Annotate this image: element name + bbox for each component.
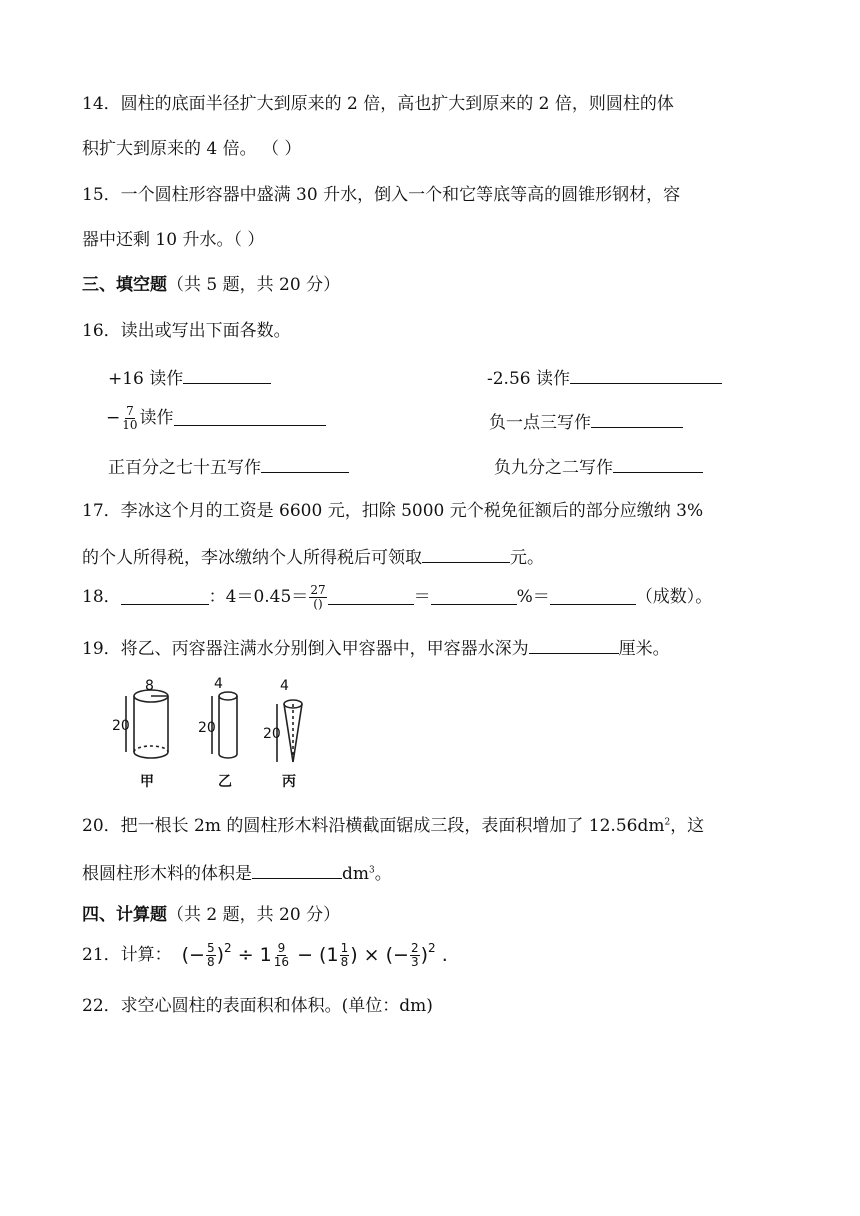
q18-ratio: ：4＝0.45＝ bbox=[208, 586, 309, 607]
q14-line2: 积扩大到原来的 4 倍。 （ ） bbox=[82, 139, 302, 159]
q20-line1-text: 20．把一根长 2m 的圆柱形木料沿横截面锯成三段，表面积增加了 12.56dm bbox=[82, 816, 665, 836]
q16-item-c bbox=[106, 405, 326, 431]
q21-exponent-2: 2 bbox=[428, 941, 436, 955]
q21-exponent-1: 2 bbox=[224, 941, 232, 955]
q16-item-a bbox=[108, 369, 271, 388]
fraction-denominator: 10 bbox=[122, 417, 138, 432]
q21-op-1: ÷ 1 bbox=[231, 943, 272, 966]
q18-blank-1[interactable] bbox=[121, 590, 209, 605]
q21-line bbox=[82, 942, 448, 968]
q19-line bbox=[82, 639, 670, 658]
q21-op-2: − (1 bbox=[291, 943, 339, 966]
q19-container-figures bbox=[110, 676, 330, 794]
q19-jia-label: 甲 bbox=[140, 774, 154, 790]
fraction-numerator: 5 bbox=[206, 941, 215, 955]
q16-item-d-label: 负一点三写作 bbox=[489, 413, 591, 433]
q22-text: 22．求空心圆柱的表面积和体积。(单位：dm) bbox=[82, 996, 433, 1016]
cone-bing-right bbox=[293, 704, 302, 762]
q21-label: 21．计算： bbox=[82, 944, 172, 965]
q21-close-4: ) bbox=[420, 943, 429, 966]
q19-bing-top-label: 4 bbox=[280, 678, 289, 694]
q19-bing-side-label: 20 bbox=[263, 726, 281, 742]
q21-expression bbox=[182, 942, 448, 968]
fraction-numerator: 2 bbox=[410, 941, 419, 955]
fraction-denominator: 16 bbox=[273, 954, 290, 969]
q19-text: 19．将乙、丙容器注满水分别倒入甲容器中，甲容器水深为 bbox=[82, 639, 529, 659]
q21-fraction-4 bbox=[410, 942, 420, 968]
fraction-denominator: 8 bbox=[340, 954, 349, 969]
fraction-numerator: 27 bbox=[310, 583, 326, 597]
q21-fraction-1 bbox=[206, 942, 216, 968]
cylinder-jia-bottom-hidden bbox=[134, 746, 168, 752]
q19-yi-top-label: 4 bbox=[214, 676, 223, 692]
q21-end: . bbox=[435, 943, 448, 966]
q19-unit: 厘米。 bbox=[618, 639, 670, 659]
q19-jia-top-label: 8 bbox=[145, 678, 154, 694]
q16-item-e-blank[interactable] bbox=[261, 458, 349, 473]
cone-bing-left bbox=[284, 704, 293, 762]
q16-item-c-sign: − bbox=[106, 407, 121, 428]
q20-line2 bbox=[82, 864, 392, 883]
fraction-denominator: 3 bbox=[410, 954, 419, 969]
q17-line2-text: 的个人所得税，李冰缴纳个人所得税后可领取 bbox=[82, 548, 422, 568]
q21-fraction-3 bbox=[340, 942, 350, 968]
q20-line2-text: 根圆柱形木料的体积是 bbox=[82, 864, 252, 884]
q19-jia-side-label: 20 bbox=[112, 718, 130, 734]
q14-line1: 14．圆柱的底面半径扩大到原来的 2 倍，高也扩大到原来的 2 倍，则圆柱的体 bbox=[82, 94, 674, 114]
q15-line2: 器中还剩 10 升水。（ ） bbox=[82, 230, 265, 250]
q16-item-b-label: -2.56 读作 bbox=[487, 369, 570, 389]
q16-item-e-label: 正百分之七十五写作 bbox=[108, 458, 261, 478]
q18-number: 18． bbox=[82, 586, 121, 607]
q18-line bbox=[82, 584, 712, 610]
q18-tail: （成数）。 bbox=[635, 586, 713, 607]
section4-note: （共 2 题，共 20 分） bbox=[167, 905, 341, 925]
cylinder-yi-bottom bbox=[219, 754, 237, 758]
section3-note: （共 5 题，共 20 分） bbox=[167, 275, 341, 295]
q19-yi-side-label: 20 bbox=[198, 720, 216, 736]
q18-blank-2[interactable] bbox=[328, 590, 414, 605]
q21-op-3: ) × (− bbox=[350, 943, 409, 966]
q16-item-a-label: +16 读作 bbox=[108, 369, 184, 389]
q16-item-c-fraction bbox=[121, 405, 138, 431]
q20-square-exponent: 2 bbox=[664, 817, 671, 828]
q18-percent: %＝ bbox=[516, 586, 550, 607]
q20-blank[interactable] bbox=[252, 864, 342, 879]
q16-item-c-label: 读作 bbox=[139, 407, 174, 428]
q16-item-f-label: 负九分之二写作 bbox=[494, 458, 613, 478]
q21-fraction-2 bbox=[273, 942, 290, 968]
fraction-numerator: 7 bbox=[126, 404, 134, 418]
section3-title: 三、填空题 bbox=[82, 275, 167, 295]
section4-heading bbox=[82, 907, 340, 924]
q16-stem: 16．读出或写出下面各数。 bbox=[82, 321, 291, 341]
section3-heading bbox=[82, 277, 340, 294]
cylinder-yi-top bbox=[219, 692, 237, 700]
section4-title: 四、计算题 bbox=[82, 905, 167, 925]
q16-item-f bbox=[494, 458, 703, 477]
q16-item-b bbox=[487, 369, 722, 388]
fraction-numerator: 1 bbox=[340, 941, 349, 955]
q17-blank[interactable] bbox=[422, 548, 510, 563]
q17-line2-unit: 元。 bbox=[510, 548, 544, 568]
q20-unit: dm bbox=[342, 864, 370, 884]
q18-blank-3[interactable] bbox=[431, 590, 517, 605]
q16-item-a-blank[interactable] bbox=[183, 369, 271, 384]
q16-item-d bbox=[489, 413, 683, 432]
cylinder-jia-bottom bbox=[134, 752, 168, 758]
q21-close-1: ) bbox=[216, 943, 225, 966]
q19-yi-label: 乙 bbox=[218, 774, 232, 790]
q16-item-b-blank[interactable] bbox=[570, 369, 722, 384]
q19-blank[interactable] bbox=[529, 639, 619, 654]
q16-item-e bbox=[108, 458, 349, 477]
q18-blank-4[interactable] bbox=[550, 590, 636, 605]
q19-bing-label: 丙 bbox=[282, 774, 296, 790]
q16-item-d-blank[interactable] bbox=[591, 413, 683, 428]
q20-cube-exponent: 3 bbox=[369, 865, 375, 876]
q20-line1 bbox=[82, 818, 704, 835]
fraction-numerator: 9 bbox=[277, 941, 286, 955]
fraction-denominator: () bbox=[313, 596, 323, 611]
q17-line1: 17．李冰这个月的工资是 6600 元，扣除 5000 元个税免征额后的部分应缴纳 3% bbox=[82, 501, 704, 521]
q18-equals: ＝ bbox=[413, 586, 431, 607]
fraction-denominator: 8 bbox=[206, 954, 215, 969]
q16-item-f-blank[interactable] bbox=[613, 458, 703, 473]
q17-line2 bbox=[82, 548, 544, 567]
q21-open-1: (− bbox=[181, 943, 205, 966]
q16-item-c-blank[interactable] bbox=[174, 411, 326, 426]
q18-fraction bbox=[309, 584, 326, 610]
q15-line1: 15．一个圆柱形容器中盛满 30 升水，倒入一个和它等底等高的圆锥形钢材，容 bbox=[82, 185, 681, 205]
q20-line2-end: 。 bbox=[374, 864, 392, 884]
q20-line1-tail: ，这 bbox=[670, 816, 705, 836]
